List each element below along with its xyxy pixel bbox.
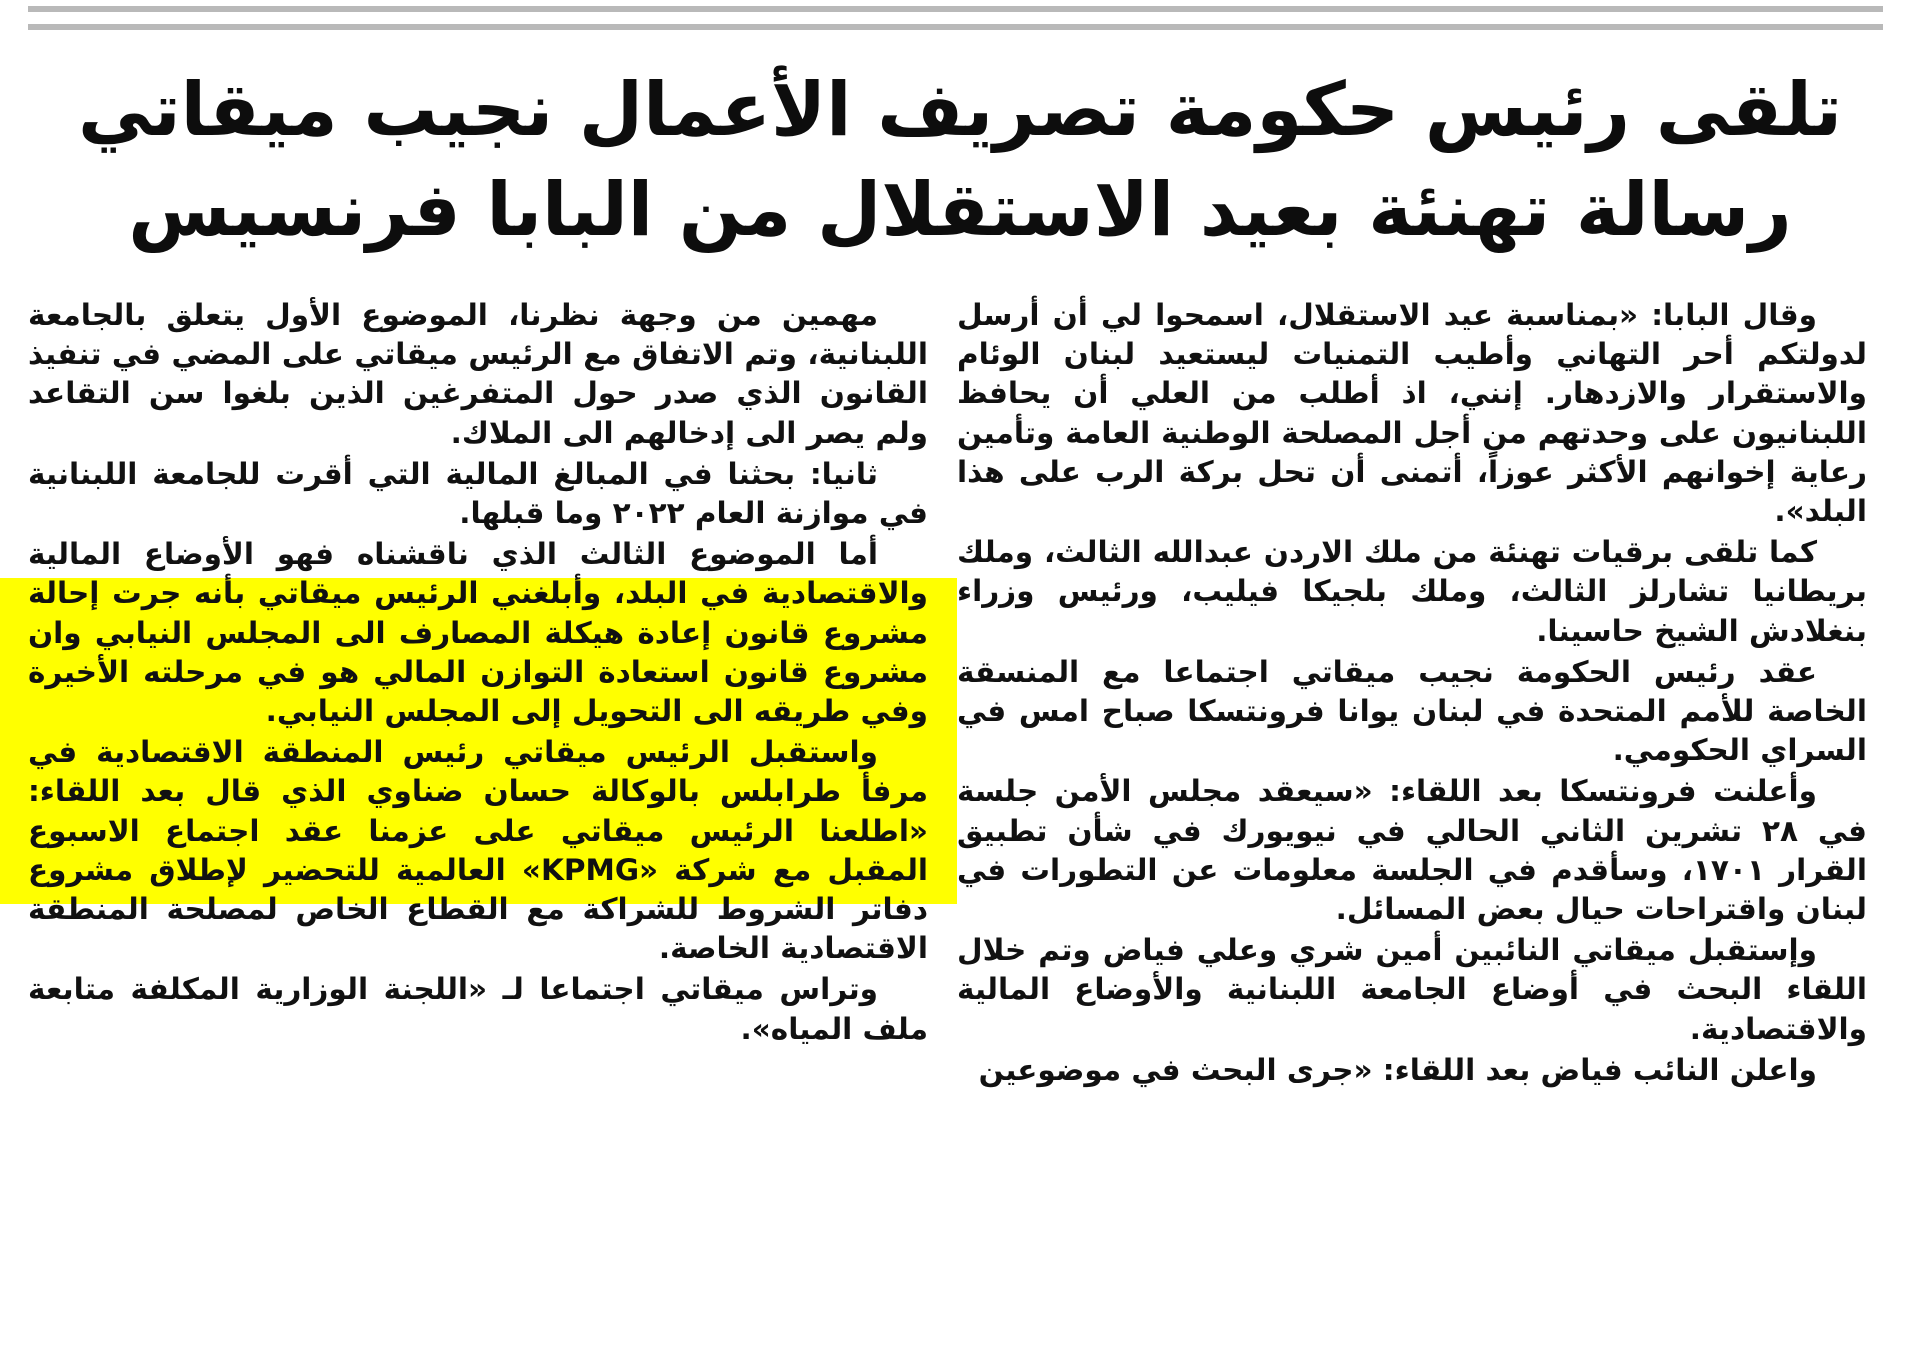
paragraph: وتراس ميقاتي اجتماعا لـ «اللجنة الوزارية المكلفة متابعة ملف المياه». <box>28 972 928 1046</box>
paragraph: مهمين من وجهة نظرنا، الموضوع الأول يتعلق بالجامعة اللبنانية، وتم الاتفاق مع الرئيس ميقاتي على المضي في تنفيذ القانون الذي صدر حول المتفرغين الذين بلغوا سن التقاعد ولم يصر الى إدخالهم الى الملاك. <box>28 298 928 450</box>
highlighted-paragraph: أما الموضوع الثالث الذي ناقشناه فهو الأوضاع المالية والاقتصادية في البلد، وأبلغني الرئيس ميقاتي بأنه جرت إحالة مشروع قانون إعادة هيكلة المصارف الى المجلس النيابي وان مشروع قانون استعادة التوازن المالي هو في مرحلته الأخيرة وفي طريقه الى التحويل إلى المجلس النيابي. <box>28 537 928 729</box>
headline-line-1: تلقى رئيس حكومة تصريف الأعمال نجيب ميقاتي <box>77 67 1842 153</box>
paragraph: واعلن النائب فياض بعد اللقاء: «جرى البحث في موضوعين <box>978 1052 1817 1087</box>
top-rule-lower <box>28 24 1883 30</box>
paragraph: وإستقبل ميقاتي النائبين أمين شري وعلي فياض وتم خلال اللقاء البحث في أوضاع الجامعة اللبنانية والأوضاع المالية والاقتصادية. <box>957 933 1867 1046</box>
paragraph: عقد رئيس الحكومة نجيب ميقاتي اجتماعا مع المنسقة الخاصة للأمم المتحدة في لبنان يوانا فرونتسكا صباح امس في السراي الحكومي. <box>957 654 1867 768</box>
paragraph: وأعلنت فرونتسكا بعد اللقاء: «سيعقد مجلس الأمن جلسة في ٢٨ تشرين الثاني الحالي في نيويورك في شأن تطبيق القرار ١٧٠١، وسأقدم في الجلسة معلومات عن التطورات في لبنان واقتراحات حيال بعض المسائل. <box>957 774 1867 927</box>
article-column-left <box>28 296 928 1051</box>
article-column-right <box>957 296 1867 1092</box>
paragraph: واستقبل الرئيس ميقاتي رئيس المنطقة الاقتصادية في مرفأ طرابلس بالوكالة حسان ضناوي الذي قال بعد اللقاء: «اطلعنا الرئيس ميقاتي على عزمنا عقد اجتماع الاسبوع المقبل مع شركة «KPMG» العالمية للتحضير لإطلاق مشروع دفاتر الشروط للشراكة مع القطاع الخاص لمصلحة المنطقة الاقتصادية الخاصة. <box>28 735 929 966</box>
paragraph: كما تلقى برقيات تهنئة من ملك الاردن عبدالله الثالث، وملك بريطانيا تشارلز الثالث، وملك بلجيكا فيليب، ورئيس وزراء بنغلادش الشيخ حاسينا. <box>957 535 1867 648</box>
paragraph: ثانيا: بحثنا في المبالغ المالية التي أقرت للجامعة اللبنانية في موازنة العام ٢٠٢٢ وما قبلها. <box>28 456 928 531</box>
paragraph: وقال البابا: «بمناسبة عيد الاستقلال، اسمحوا لي أن أرسل لدولتكم أحر التهاني وأطيب التمنيات ليستعيد لبنان الوئام والاستقرار والازدهار. إنني، اذ أطلب من العلي أن يحافظ اللبنانيون على وحدتهم من أجل المصلحة الوطنية العامة وتأمين رعاية إخوانهم الأكثر عوزاً، أتمنى أن تحل بركة الرب على هذا البلد». <box>957 298 1867 529</box>
top-rule-upper <box>28 6 1883 12</box>
headline-line-2: رسالة تهنئة بعيد الاستقلال من البابا فرنسيس <box>128 167 1792 253</box>
article-headline <box>40 60 1880 260</box>
